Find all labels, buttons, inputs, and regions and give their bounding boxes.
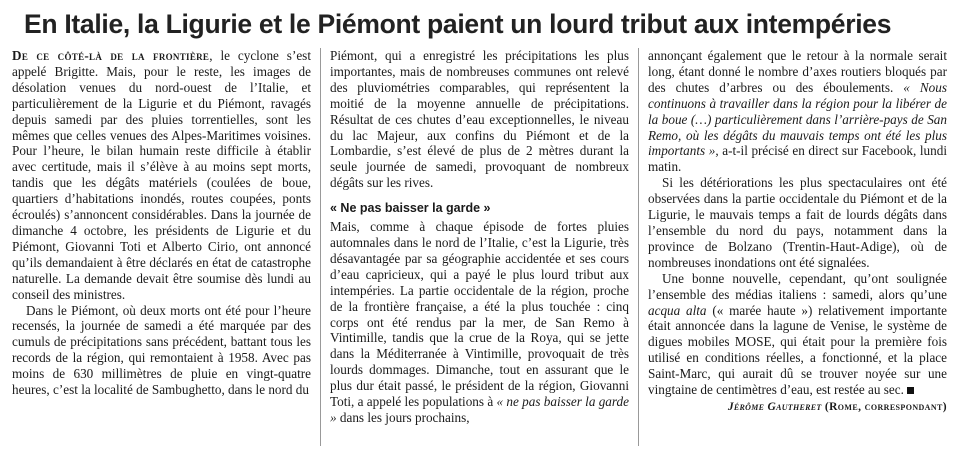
lead-in: De ce côté-là de la frontière (12, 48, 210, 63)
paragraph (648, 48, 947, 175)
paragraph: Si les détériorations les plus spectaculaires ont été observées dans la partie occidentale du Piémont et de la Ligurie, le mauvais temps a fait de lourds dégâts dans l’ensemble du nord du pays, notamment dans la province de Bolzano (Trentin-Haut-Adige), où de nombreuses inondations ont été signalées. (648, 175, 947, 270)
paragraph: Piémont, qui a enregistré les précipitations les plus importantes, mais de nombreuses communes ont relevé des pluviométries comparables, qui représentent la moitié de la moyenne annuelle de précipitations. Résultat de ces chutes d’eau exceptionnelles, le niveau du lac Majeur, aux confins du Piémont et de la Lombardie, s’est élevé de plus de 2 mètres durant la seule journée de samedi, provoquant de nombreux dégâts sur les rives. (330, 48, 629, 191)
quote: « Nous continuons à travailler dans la région pour la libérer de la boue (…) particulièrement dans l’arrière-pays de San Remo, où les dégâts du mauvais temps ont été les plus importants » (648, 79, 947, 159)
paragraph-text: Mais, comme à chaque épisode de fortes pluies automnales dans le nord de l’Italie, c’est la Ligurie, très désavantagée par sa géographie accidentée et ses cours d’eau capricieux, qui a payé le plus lourd tribut aux intempéries. La partie occidentale de la région, proche de la frontière française, a été la plus touchée : cinq corps ont été rendus par la mer, de San Remo à Vintimille, tandis que la crue de la Roya, qui se jette dans la Méditerranée à Vintimille, provoquait de très lourds dommages. Dimanche, tout en assurant que le plus dur était passé, le président de la région, Giovanni Toti, a appelé les populations à (330, 219, 629, 410)
paragraph (12, 48, 311, 303)
column-3 (638, 48, 956, 446)
column-2 (320, 48, 638, 446)
article-columns (6, 48, 956, 446)
byline-role: (Rome, correspondant) (824, 400, 947, 413)
paragraph-text: dans les jours prochains, (336, 409, 470, 425)
paragraph (330, 219, 629, 426)
column-1 (6, 48, 320, 446)
paragraph-text: , le cyclone s’est appelé Brigitte. Mais, pour le reste, les images de désolation venues du nord-ouest de l’Italie, et particulièrement de la Ligurie et du Piémont, ravagés depuis samedi par des pluies torrentielles, sont les mêmes que celles venues des Alpes-Maritimes voisines. Pour l’heure, le bilan humain reste difficile à établir avec certitude, mais il s’élève à au moins sept morts, tandis que les dégâts matériels (coulées de boue, quartiers d’habitations inondés, routes coupées, ponts écroulés) s’annoncent considérables. Dans la journée de dimanche 4 octobre, les présidents de Ligurie et du Piémont, Giovanni Toti et Alberto Cirio, ont annoncé qu’ils demandaient à être déclarés en état de catastrophe naturelle. La demande devait être soumise dès lundi au conseil des ministres. (12, 48, 311, 302)
paragraph-text: Une bonne nouvelle, cependant, qu’ont soulignée l’ensemble des médias italiens : samedi, alors qu’une (648, 270, 947, 302)
paragraph (648, 271, 947, 398)
paragraph-text: (« marée haute ») relativement importante était annoncée dans la lagune de Venise, le système de digues mobiles MOSE, qui était pour la première fois utilisé en conditions réelles, a fonctionné, et la place Saint-Marc, qui aurait dû se trouver noyée sur une vingtaine de centimètres d’eau, est restée au sec. (648, 302, 947, 398)
end-mark-icon (907, 387, 914, 394)
headline: En Italie, la Ligurie et le Piémont paient un lourd tribut aux intempéries (24, 9, 892, 39)
paragraph-text: annonçant également que le retour à la normale serait long, étant donné le nombre d’axes routiers bloqués par des chutes d’arbres ou des éboulements. (648, 48, 947, 95)
paragraph-text: , a-t-il précisé en direct sur Facebook, lundi matin. (648, 143, 947, 175)
quote: « ne pas baisser la garde » (330, 394, 629, 425)
paragraph: Dans le Piémont, où deux morts ont été pour l’heure recensés, la journée de samedi a été marquée par des cumuls de précipitations sans précédent, battant tous les records de la région, qui remontaient à 1958. Avec pas moins de 630 millimètres de pluie en vingt-quatre heures, c’est la localité de Sambughetto, dans le nord du (12, 302, 311, 398)
italic-term: acqua alta (648, 302, 707, 318)
subheading: « Ne pas baisser la garde » (330, 201, 491, 216)
byline-name: Jérôme Gautheret (727, 400, 822, 413)
byline (648, 400, 947, 416)
